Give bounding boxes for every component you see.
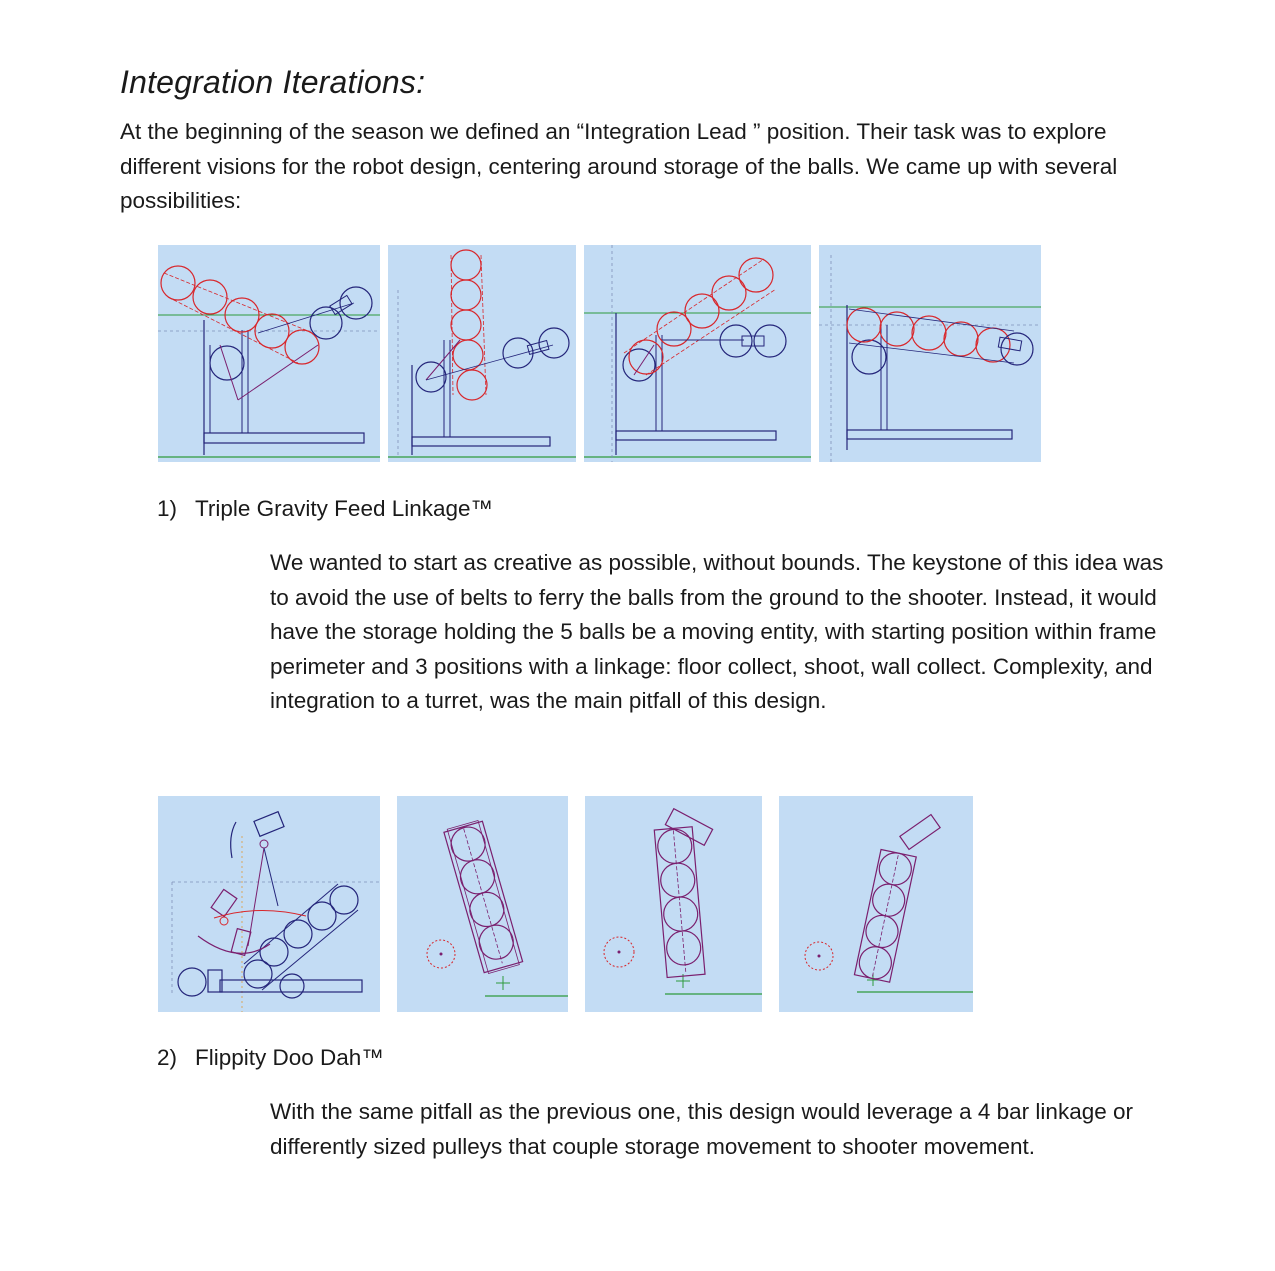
- cad-sketch-1c: [584, 245, 811, 462]
- item-2-number: 2): [157, 1045, 178, 1070]
- cad-sketch-2b: [397, 796, 568, 1012]
- page-title: Integration Iterations:: [120, 64, 426, 100]
- cad-sketch-2d: [779, 796, 973, 1012]
- cad-sketch-2a: [158, 796, 380, 1012]
- cad-sketch-1b: [388, 245, 576, 462]
- item-1-title: [157, 494, 493, 524]
- item-1-name: Triple Gravity Feed Linkage™: [195, 496, 494, 521]
- cad-sketch-2c: [585, 796, 762, 1012]
- item-2-description: With the same pitfall as the previous one, this design would leverage a 4 bar linkage or differently sized pulleys that couple storage movement to shooter movement.: [270, 1099, 1133, 1159]
- item-2-name: Flippity Doo Dah™: [195, 1045, 384, 1070]
- cad-sketch-1d: [819, 245, 1041, 462]
- intro-paragraph: At the beginning of the season we defined an “Integration Lead ” position. Their task was to explore different visions for the robot design, centering around storage of the balls. We came up with several possibilities:: [120, 119, 1118, 213]
- item-1-description: We wanted to start as creative as possible, without bounds. The keystone of this idea was to avoid the use of belts to ferry the balls from the ground to the shooter. Instead, it would have the storage holding the 5 balls be a moving entity, with starting position within frame perimeter and 3 positions with a linkage: floor collect, shoot, wall collect. Complexity, and integration to a turret, was the main pitfall of this design.: [270, 550, 1164, 713]
- cad-sketch-1a: [158, 245, 380, 462]
- item-2-title: [157, 1043, 384, 1073]
- item-1-number: 1): [157, 496, 178, 521]
